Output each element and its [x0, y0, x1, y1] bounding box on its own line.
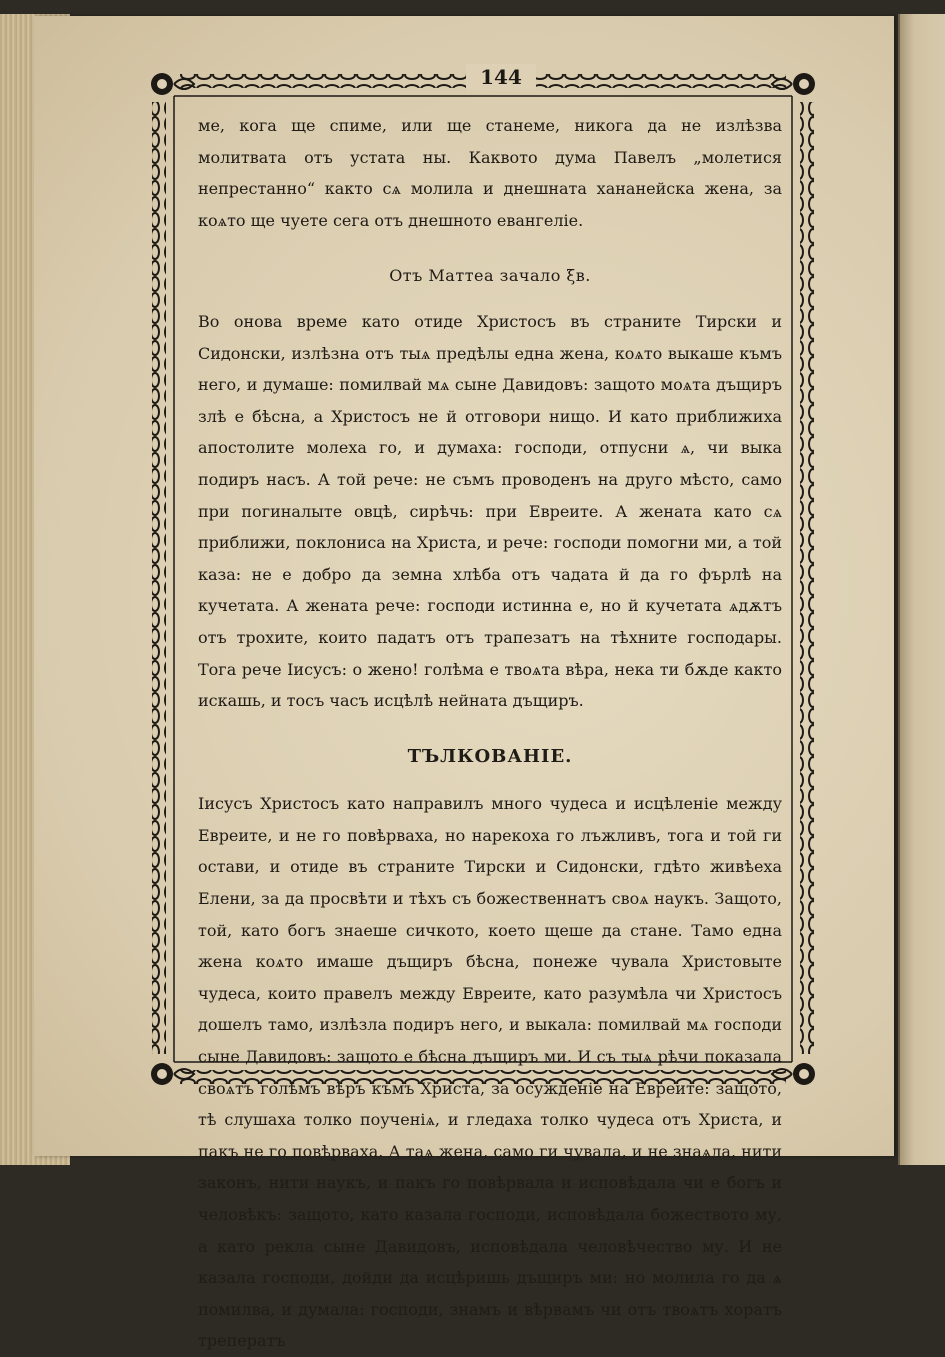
- page-text: [198, 110, 782, 1357]
- commentary-paragraph: Іисусъ Христосъ като направилъ много чудеса и исцѣленіе между Евреите, и не го повѣрваха, но нарекоха го лъжливъ, тога и той ги остави, и отиде въ страните Тирски и Сидонски, гдѣто живѣеха Елени, за да просвѣти и тѣхъ съ божественнатъ своѧ наукъ. Защото, той, като богъ знаеше сичкото, което щеше да стане. Тамо една жена коѧто имаше дъщиръ бѣсна, понеже чувала Христовыте чудеса, които правелъ между Евреите, като разумѣла чи Христосъ дошелъ тамо, излѣзла подиръ него, и выкала: помилвай мѧ господи сыне Давидовъ: защото е бѣсна дъщиръ ми. И съ тыѧ рѣчи показала своѧтъ голѣмъ вѣръ къмъ Христа, за осужденіе на Евреите: защото, тѣ слушаха толко поученіѧ, и гледаха толко чудеса отъ Христа, и пакъ не го повѣрваха. А таѧ жена, само ги чувала, и не знаѧла, нити законъ, нити наукъ, и пакъ го повѣрвала и исповѣдала чи е богъ и человѣкъ: защото, като казала господи, исповѣдала божеството му, а като рекла сыне Давидовъ, исповѣдала человѣчество му. И не казала господи, дойди да исцѣришь дъщиръ ми: но молила го да ѧ помилва, и думала: господи, знамъ и вѣрвамъ чи отъ твоѧтъ хоратъ треператъ: [198, 794, 782, 1351]
- page-number: 144: [466, 64, 536, 90]
- reading-heading: Отъ Маттеа зачало ξв.: [389, 266, 591, 286]
- commentary-heading: ТЪЛКОВАНІЕ.: [407, 745, 573, 767]
- facing-page-edge: [898, 14, 945, 1165]
- gospel-paragraph: Во онова време като отиде Христосъ въ страните Тирски и Сидонски, излѣзна отъ тыѧ предѣлы една жена, коѧто выкаше къмъ него, и думаше: помилвай мѧ сыне Давидовъ: защото моѧта дъщиръ злѣ е бѣсна, а Христосъ не й отговори нищо. И като приближиха апостолите молеха го, и думаха: господи, отпусни ѧ, чи выка подиръ насъ. А той рече: не съмъ проводенъ на друго мѣсто, само при погиналыте овцѣ, сирѣчь: при Евреите. А жената като сѧ приближи, поклониса на Христа, и рече: господи помогни ми, а той каза: не е добро да земна хлѣба отъ чадата й да го фърлѣ на кучетата. А жената рече: господи истинна е, но й кучетата ѧдѫтъ отъ трохите, които падатъ отъ трапезатъ на тѣхните господары. Тога рече Іисусъ: о жено! голѣма е твоѧта вѣра, нека ти бѫде както искашь, и тосъ часъ исцѣлѣ нейната дъщиръ.: [198, 311, 782, 711]
- intro-paragraph: ме, кога ще спиме, или ще станеме, никога да не излѣзва молитвата отъ устата ны. Каквото дума Павелъ „молетися непрестанно“ както сѧ молила и днешната хананейска жена, за коѧто ще чуете сега отъ днешното евангеліе.: [198, 116, 782, 230]
